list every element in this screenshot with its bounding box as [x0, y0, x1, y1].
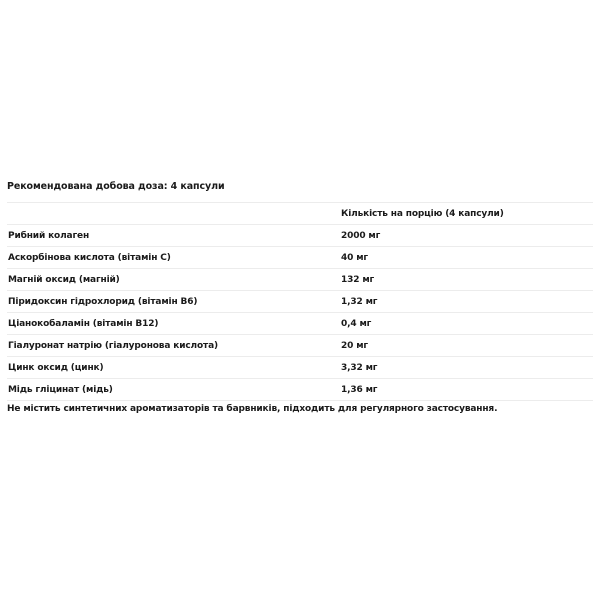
ingredient-name: Цинк оксид (цинк)	[8, 362, 104, 373]
ingredient-name: Ціанокобаламін (вітамін В12)	[8, 318, 159, 329]
table-row	[7, 379, 593, 401]
ingredient-name: Мідь гліцинат (мідь)	[8, 384, 113, 395]
table-row	[7, 357, 593, 379]
table-row	[7, 269, 593, 291]
ingredient-amount: 40 мг	[341, 252, 368, 263]
table-row	[7, 225, 593, 247]
ingredient-amount: 1,32 мг	[341, 296, 378, 307]
ingredient-name: Піридоксин гідрохлорид (вітамін В6)	[8, 296, 198, 307]
footer-note: Не містить синтетичних ароматизаторів та барвників, підходить для регулярного застосування.	[7, 404, 498, 414]
ingredient-name: Гіалуронат натрію (гіалуронова кислота)	[8, 340, 218, 351]
ingredient-name: Магній оксид (магній)	[8, 274, 120, 285]
ingredient-amount: 0,4 мг	[341, 318, 372, 329]
table-row	[7, 313, 593, 335]
table-header-row	[7, 203, 593, 225]
ingredient-name: Рибний колаген	[8, 230, 90, 241]
recommended-dose-title: Рекомендована добова доза: 4 капсули	[7, 181, 225, 192]
ingredient-amount: 2000 мг	[341, 230, 381, 241]
ingredient-amount: 20 мг	[341, 340, 368, 351]
composition-table	[7, 202, 593, 401]
ingredient-amount: 1,36 мг	[341, 384, 378, 395]
ingredient-amount: 132 мг	[341, 274, 375, 285]
ingredient-name: Аскорбінова кислота (вітамін С)	[8, 252, 171, 263]
table-row	[7, 291, 593, 313]
header-amount-cell: Кількість на порцію (4 капсули)	[341, 208, 504, 219]
table-row	[7, 247, 593, 269]
ingredient-amount: 3,32 мг	[341, 362, 378, 373]
table-row	[7, 335, 593, 357]
